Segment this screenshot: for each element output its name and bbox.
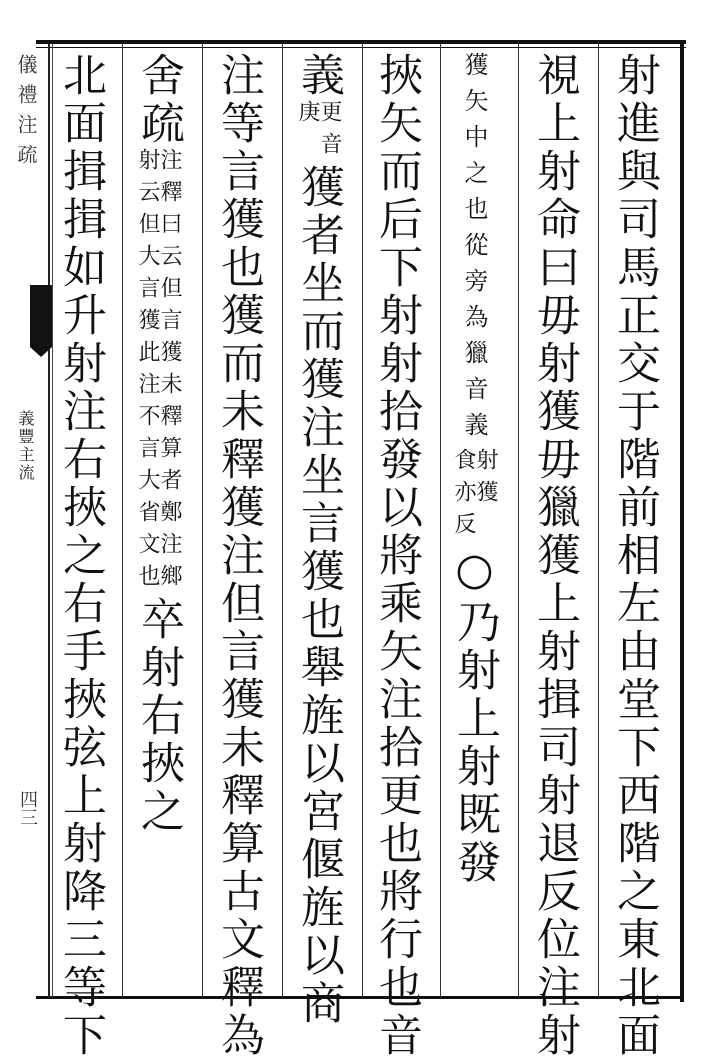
main-text: ○乃射上射既發 (449, 544, 500, 887)
margin-strip (0, 40, 50, 1000)
margin-divider-line (48, 44, 50, 998)
main-text: 獲者坐而獲注坐言獲也舉旌以宮偃旌以商 (293, 164, 344, 1028)
top-border-thin-rule (36, 47, 686, 48)
margin-divider-thin-line (52, 44, 53, 998)
commentary-dual-line (296, 100, 340, 164)
fishtail-mark (30, 285, 52, 347)
margin-page-number: 四三 (17, 790, 38, 826)
main-text: 卒射右挾之 (133, 596, 184, 836)
text-column-2 (529, 52, 580, 1060)
main-text: 注等言獲也獲而未釋獲注但言獲未釋算古文釋為 (213, 52, 264, 1060)
commentary-left-line: 食亦反 (451, 448, 476, 544)
main-text: 舍疏 (133, 52, 184, 148)
column-separator (440, 44, 441, 998)
column-separator (362, 44, 363, 998)
commentary-dual-line (452, 448, 496, 544)
right-border-rule (680, 40, 684, 1002)
commentary-right-line: 更音 (317, 100, 342, 164)
commentary-left-line: 庚 (295, 100, 320, 132)
text-column-1 (609, 52, 660, 1060)
column-separator (282, 44, 283, 998)
text-column-7 (133, 52, 184, 992)
text-column-8 (55, 52, 106, 1060)
column-separator (202, 44, 203, 998)
top-border-rule (36, 40, 686, 44)
commentary-text: 獲矢中之也從旁為獵音義 (460, 52, 488, 448)
commentary-dual-line (136, 148, 180, 596)
text-column-3 (449, 52, 500, 992)
bottom-border-rule (36, 996, 684, 999)
commentary-left-line: 射云但大言獲此注不言大省文也 (135, 148, 160, 596)
main-text: 挾矢而后下射射拾發以將乘矢注拾更也將行也音 (371, 52, 422, 1060)
margin-title: 儀禮注疏 (14, 54, 38, 174)
margin-book-title: 義豐主流 (16, 410, 35, 482)
column-separator (598, 44, 599, 998)
text-column-4 (371, 52, 422, 1060)
main-text: 射進與司馬正交于階前相左由堂下西階之東北面 (609, 52, 660, 1060)
commentary-right-line: 射獲 (473, 448, 498, 512)
commentary-right-line: 注釋曰云但言獲未釋算者鄭注鄉 (157, 148, 182, 596)
main-text: 北面揖揖如升射注右挾之右手挾弦上射降三等下 (55, 52, 106, 1060)
text-column-6 (213, 52, 264, 1060)
column-separator (122, 44, 123, 998)
column-separator (518, 44, 519, 998)
text-column-5 (293, 52, 344, 1028)
main-text: 義 (293, 52, 344, 100)
main-text: 視上射命曰毋射獲毋獵獲上射揖司射退反位注射 (529, 52, 580, 1060)
